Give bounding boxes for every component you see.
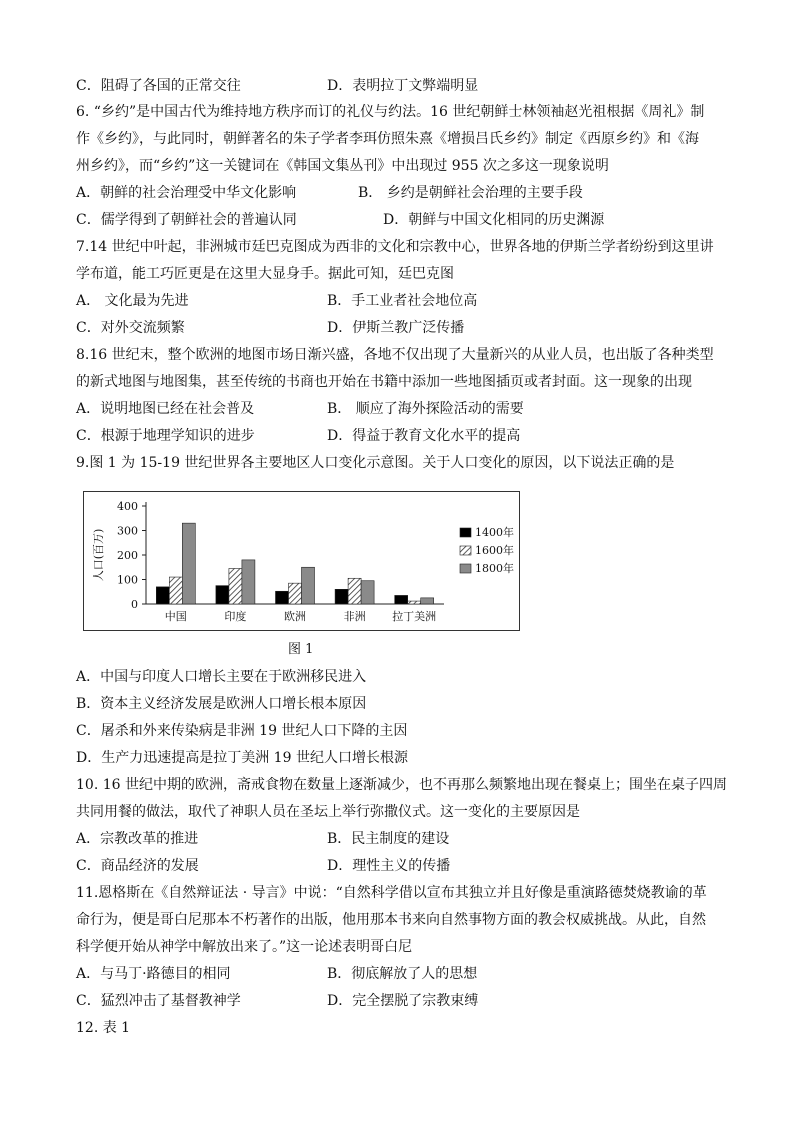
bar	[182, 523, 195, 604]
q9-option-a: A．中国与印度人口增长主要在于欧洲移民进入	[76, 669, 367, 685]
q7-option-c: C．对外交流频繁	[76, 320, 185, 336]
q8-stem-line1: 8.16 世纪末，整个欧洲的地图市场日渐兴盛，各地不仅出现了大量新兴的从业人员，也出版了各种类型	[76, 347, 714, 363]
q11-stem-line3: 科学便开始从神学中解放出来了。”这一论述表明哥白尼	[76, 939, 413, 955]
q8-option-a: A．说明地图已经在社会普及	[76, 401, 255, 417]
q11-stem-line2: 命行为，便是哥白尼那本不朽著作的出版，他用那本书来向自然事物方面的教会权威挑战。从此，自然	[76, 912, 706, 928]
y-tick-label: 400	[117, 500, 138, 513]
bar	[169, 577, 182, 604]
q8-option-c: C．根源于地理学知识的进步	[76, 428, 255, 444]
legend-label: 1400年	[475, 526, 514, 539]
bar	[421, 598, 434, 604]
bar	[242, 560, 255, 604]
bar	[395, 595, 408, 604]
legend-swatch	[460, 546, 471, 555]
legend-swatch	[460, 564, 471, 573]
q8-option-b: B． 顺应了海外探险活动的需要	[327, 401, 524, 417]
x-tick-label: 印度	[224, 610, 247, 623]
q6-option-c: C．儒学得到了朝鲜社会的普遍认同	[76, 212, 297, 228]
q5-option-c: C．阻碍了各国的正常交往	[76, 78, 241, 94]
q10-option-a: A．宗教改革的推进	[76, 831, 199, 847]
population-chart-frame	[83, 491, 520, 631]
q7-option-d: D．伊斯兰教广泛传播	[327, 320, 465, 336]
q6-option-b: B． 乡约是朝鲜社会治理的主要手段	[358, 185, 583, 201]
q6-option-d: D．朝鲜与中国文化相同的历史渊源	[383, 212, 605, 228]
q6-option-a: A．朝鲜的社会治理受中华文化影响	[76, 185, 297, 201]
q6-stem-line3: 州乡约》，而“乡约”这一关键词在《韩国文集丛刊》中出现过 955 次之多这一现象说明	[76, 158, 609, 174]
q6-stem-line2: 作《乡约》，与此同时，朝鲜著名的朱子学者李珥仿照朱熹《增损吕氏乡约》制定《西原乡约》和《海	[76, 131, 699, 147]
q8-stem-line2: 的新式地图与地图集，甚至传统的书商也开始在书籍中添加一些地图插页或者封面。这一现象的出现	[76, 374, 692, 390]
q7-stem-line2: 学布道，能工巧匠更是在这里大显身手。据此可知，廷巴克图	[76, 266, 454, 282]
q10-option-d: D．理性主义的传播	[327, 858, 451, 874]
q11-option-c: C．猛烈冲击了基督教神学	[76, 993, 241, 1009]
bar	[289, 583, 302, 604]
x-tick-label: 欧洲	[284, 610, 306, 623]
y-tick-label: 0	[131, 598, 138, 611]
bar	[361, 581, 374, 604]
q9-option-b: B．资本主义经济发展是欧洲人口增长根本原因	[76, 696, 367, 712]
bar	[335, 589, 348, 604]
bar	[408, 601, 421, 604]
q11-option-d: D．完全摆脱了宗教束缚	[327, 993, 479, 1009]
population-bar-chart	[84, 492, 519, 630]
bar	[276, 591, 289, 604]
y-tick-label: 200	[117, 549, 138, 562]
q11-option-a: A．与马丁·路德目的相同	[76, 966, 231, 982]
bar	[348, 578, 361, 604]
x-tick-label: 中国	[164, 610, 187, 623]
x-tick-label: 拉丁美洲	[392, 610, 437, 623]
q7-option-a: A． 文化最为先进	[76, 293, 189, 309]
q9-option-d: D．生产力迅速提高是拉丁美洲 19 世纪人口增长根源	[76, 750, 408, 766]
q10-option-b: B．民主制度的建设	[327, 831, 450, 847]
q10-stem-line1: 10. 16 世纪中期的欧洲，斋戒食物在数量上逐渐减少，也不再那么频繁地出现在餐桌上；围坐在桌子四周	[76, 777, 727, 793]
bar	[229, 568, 242, 604]
q6-stem-line1: 6. “乡约”是中国古代为维持地方秩序而订的礼仪与约法。16 世纪朝鲜士林领袖赵光祖根据《周礼》制	[76, 104, 705, 120]
bar	[156, 587, 169, 604]
y-tick-label: 300	[117, 524, 138, 538]
x-tick-label: 非洲	[343, 610, 366, 623]
q11-stem-line1: 11.恩格斯在《自然辩证法 · 导言》中说：“自然科学借以宣布其独立并且好像是重演路德焚烧教谕的革	[76, 885, 707, 901]
q8-option-d: D．得益于教育文化水平的提高	[327, 428, 521, 444]
figure-caption: 图 1	[288, 642, 314, 657]
y-axis-label: 人口(百万)	[92, 528, 105, 582]
q10-stem-line2: 共同用餐的做法，取代了神职人员在圣坛上举行弥撒仪式。这一变化的主要原因是	[76, 804, 580, 820]
q9-stem-line1: 9.图 1 为 15-19 世纪世界各主要地区人口变化示意图。关于人口变化的原因，以下说法正确的是	[76, 455, 675, 471]
q7-option-b: B．手工业者社会地位高	[327, 293, 478, 309]
bar	[302, 567, 315, 604]
bar	[216, 586, 229, 604]
q9-option-c: C．屠杀和外来传染病是非洲 19 世纪人口下降的主因	[76, 723, 408, 739]
q11-option-b: B．彻底解放了人的思想	[327, 966, 478, 982]
q5-option-d: D．表明拉丁文弊端明显	[327, 78, 479, 94]
legend-label: 1600年	[475, 544, 514, 557]
q12-stem-line1: 12. 表 1	[76, 1020, 131, 1036]
y-tick-label: 100	[117, 573, 138, 587]
q7-stem-line1: 7.14 世纪中叶起，非洲城市廷巴克图成为西非的文化和宗教中心，世界各地的伊斯兰学者纷纷到这里讲	[76, 239, 714, 255]
q10-option-c: C．商品经济的发展	[76, 858, 199, 874]
legend-label: 1800年	[475, 562, 514, 575]
legend-swatch	[460, 528, 471, 537]
